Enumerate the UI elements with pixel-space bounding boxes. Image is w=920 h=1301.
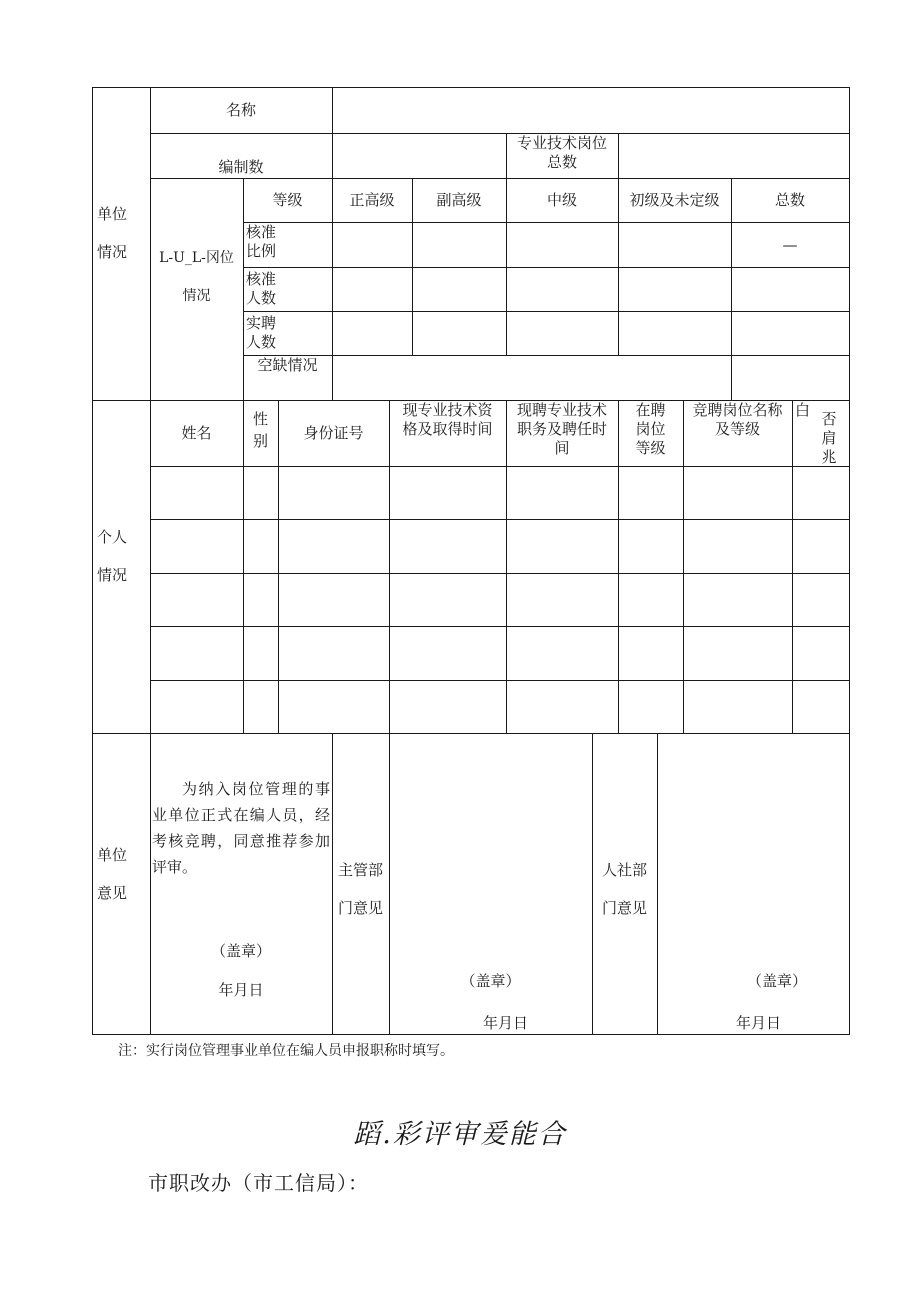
form-note: 注：实行岗位管理事业单位在编人员申报职称时填写。 xyxy=(118,1043,454,1059)
hr-seal: （盖章） xyxy=(746,972,807,990)
grade-total: 总数 xyxy=(774,191,805,209)
header-extra: 白 xyxy=(795,401,811,419)
unit-date: 年月日 xyxy=(218,981,264,999)
header-gender: 性 别 xyxy=(252,410,268,450)
dept-opinion-label: 主管部 门意见 xyxy=(337,861,383,917)
row-approved-ratio: 核准 比例 xyxy=(246,223,277,260)
header-post-grade: 在聘 岗位 等级 xyxy=(635,401,666,457)
row-approved-count: 核准 人数 xyxy=(246,270,277,307)
person-section-label: 个人 情况 xyxy=(96,528,127,584)
dept-seal: （盖章） xyxy=(460,972,521,990)
post-situation-label: L-U_L-冈位 情况 xyxy=(159,250,234,304)
unit-seal: （盖章） xyxy=(210,942,271,960)
grade-header: 等级 xyxy=(272,191,303,209)
header-extra-2: 否 肩 兆 xyxy=(821,410,837,466)
header-id-number: 身份证号 xyxy=(303,424,364,442)
staff-count-label: 编制数 xyxy=(218,158,264,176)
tech-posts-total-label: 专业技术岗位 总数 xyxy=(516,134,607,171)
ratio-total-dash: — xyxy=(782,236,798,254)
grade-senior-high: 正高级 xyxy=(349,191,395,209)
grade-intermediate: 中级 xyxy=(546,191,577,209)
header-current-post: 现聘专业技术 职务及聘任时 间 xyxy=(516,401,607,457)
grade-junior: 初级及未定级 xyxy=(629,191,720,209)
header-qualification: 现专业技术资 格及取得时间 xyxy=(402,401,493,438)
unit-name-label: 名称 xyxy=(225,101,256,119)
header-name: 姓名 xyxy=(181,424,212,442)
letter-title: 蹈.彩评审爰能合 xyxy=(353,1119,567,1150)
unit-opinion-text: 为纳入岗位管理的事业单位正式在编人员，经考核竞聘，同意推荐参加评审。 xyxy=(152,780,330,876)
row-vacancy: 空缺情况 xyxy=(257,356,318,374)
hr-date: 年月日 xyxy=(735,1014,781,1032)
opinion-section-label: 单位 意见 xyxy=(96,846,127,902)
letter-addressee: 市职改办（市工信局）： xyxy=(148,1171,369,1195)
hr-opinion-label: 人社部 门意见 xyxy=(601,861,647,917)
grade-associate-high: 副高级 xyxy=(436,191,482,209)
unit-section-label: 单位 情况 xyxy=(96,205,127,261)
dept-date: 年月日 xyxy=(482,1014,528,1032)
row-hired-count: 实聘 人数 xyxy=(246,314,277,351)
header-compete-post: 竞聘岗位名称 及等级 xyxy=(692,401,783,438)
